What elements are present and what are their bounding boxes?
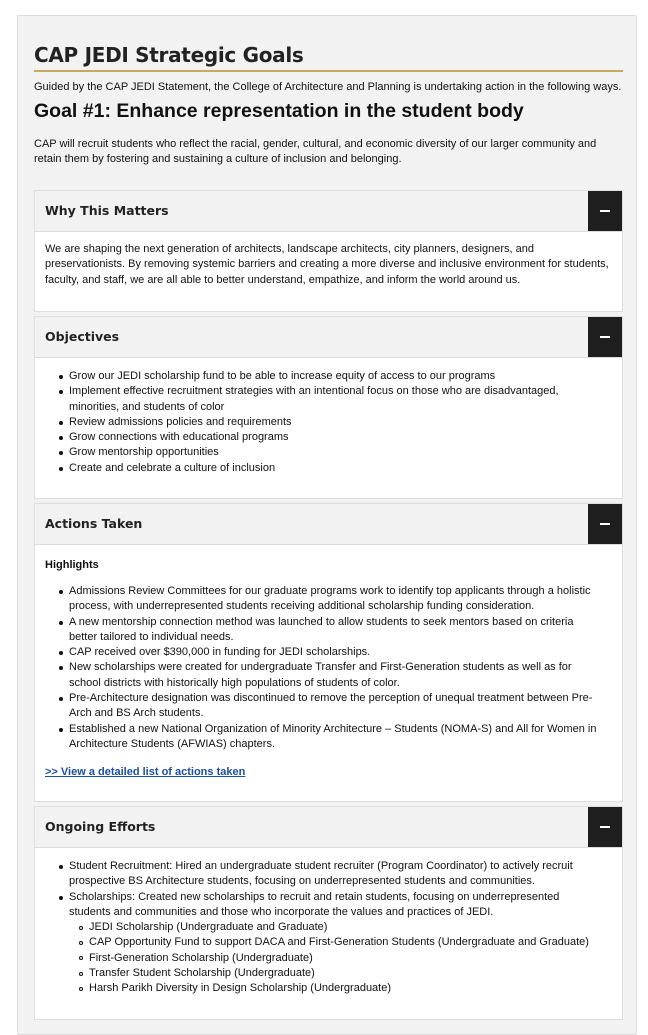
list-item: Pre-Architecture designation was discontinued to remove the perception of unequal treatment between Pre-Arch and BS Arch students. [59,691,599,722]
sublist-item: JEDI Scholarship (Undergraduate and Graduate) [79,920,599,935]
section-title: Actions Taken [45,516,143,531]
ongoing-list [59,859,599,997]
list-item-text: Scholarships: Created new scholarships to recruit and retain students, focusing on underrepresented students and communities and those who incorporate the values and practices of JEDI. [69,890,560,918]
list-item: CAP received over $390,000 in funding for JEDI scholarships. [59,645,599,660]
section-body [35,232,622,311]
list-item [59,890,599,997]
content-panel [17,15,637,1035]
list-item: New scholarships were created for undergraduate Transfer and First-Generation students as well as for school districts with historically high populations of students of color. [59,660,599,691]
list-item: Admissions Review Committees for our graduate programs work to identify top applicants through a holistic process, with underrepresented students receiving additional scholarship funding consideration. [59,584,599,615]
section-header[interactable] [35,191,622,232]
sublist-item: CAP Opportunity Fund to support DACA and First-Generation Students (Undergraduate and Graduate) [79,935,599,950]
actions-list [59,584,599,752]
section-objectives [34,316,623,499]
objectives-list [59,369,599,476]
collapse-button[interactable] [588,807,622,847]
sublist-item: First-Generation Scholarship (Undergraduate) [79,951,599,966]
section-why-this-matters [34,190,623,312]
list-item: Established a new National Organization of Minority Architecture – Students (NOMA-S) and All for Women in Architecture Students (AFWIAS) chapters. [59,722,599,753]
collapse-button[interactable] [588,504,622,544]
minus-icon [600,210,610,212]
list-item: Create and celebrate a culture of inclusion [59,461,599,476]
section-title: Objectives [45,329,120,344]
title-divider [34,70,623,72]
sublist-item: Harsh Parikh Diversity in Design Scholarship (Undergraduate) [79,981,599,996]
view-actions-link[interactable]: >> View a detailed list of actions taken [45,766,246,778]
intro-text: Guided by the CAP JEDI Statement, the College of Architecture and Planning is undertaking action in the following ways. [34,81,622,93]
list-item: Grow connections with educational programs [59,430,599,445]
section-body [35,545,622,801]
list-item: Grow mentorship opportunities [59,445,599,460]
page-title: CAP JEDI Strategic Goals [34,43,304,67]
section-title: Why This Matters [45,203,169,218]
collapse-button[interactable] [588,317,622,357]
highlights-heading: Highlights [45,559,99,571]
section-header[interactable] [35,317,622,358]
sublist-item: Transfer Student Scholarship (Undergraduate) [79,966,599,981]
section-body [35,358,622,498]
section-header[interactable] [35,504,622,545]
list-item: A new mentorship connection method was launched to allow students to seek mentors based on criteria better tailored to individual needs. [59,615,599,646]
goal-title: Goal #1: Enhance representation in the student body [34,100,524,122]
list-item: Review admissions policies and requirements [59,415,599,430]
section-title: Ongoing Efforts [45,819,156,834]
list-item: Implement effective recruitment strategies with an intentional focus on those who are disadvantaged, minorities, and students of color [59,384,599,415]
section-actions-taken [34,503,623,802]
collapse-button[interactable] [588,191,622,231]
goal-description: CAP will recruit students who reflect the racial, gender, cultural, and economic diversity of our larger community and retain them by fostering and sustaining a culture of inclusion and belonging. [34,138,597,165]
minus-icon [600,826,610,828]
section-body [35,848,622,1019]
minus-icon [600,336,610,338]
section-header[interactable] [35,807,622,848]
list-item: Student Recruitment: Hired an undergraduate student recruiter (Program Coordinator) to actively recruit prospective BS Architecture students, focusing on underrepresented students and communities. [59,859,599,890]
section-ongoing-efforts [34,806,623,1020]
why-text: We are shaping the next generation of architects, landscape architects, city planners, designers, and preservationists. By removing systemic barriers and creating a more diverse and inclusive environment for students, faculty, and staff, we are all able to better understand, empathize, and inform the world around us. [45,243,609,286]
minus-icon [600,523,610,525]
scholarship-sublist [69,920,599,996]
list-item: Grow our JEDI scholarship fund to be able to increase equity of access to our programs [59,369,599,384]
